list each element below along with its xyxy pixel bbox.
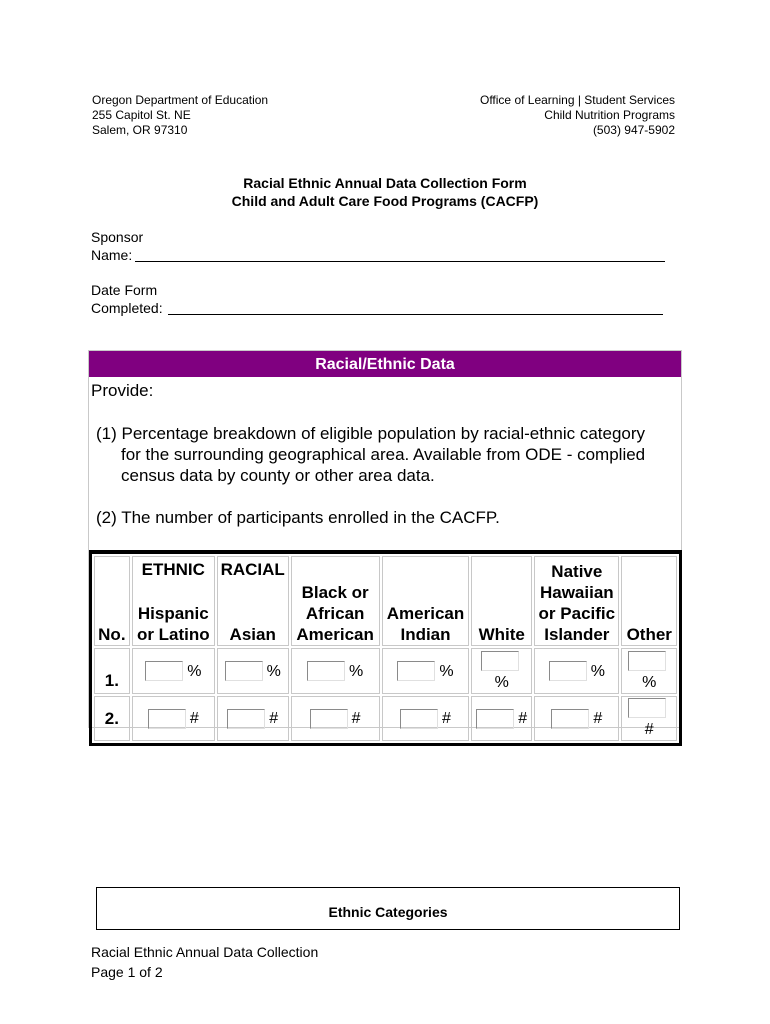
hispanic-percent-input[interactable] xyxy=(145,661,183,681)
hispanic-count-cell: # xyxy=(132,696,215,742)
program-name: Child Nutrition Programs xyxy=(544,108,675,122)
col-native-hawaiian: Native Hawaiian or Pacific Islander xyxy=(534,556,619,646)
row-number: 1. xyxy=(94,648,130,694)
american-indian-percent-cell: % xyxy=(382,648,469,694)
item1-line3: census data by county or other area data. xyxy=(121,466,435,485)
white-percent-cell: % xyxy=(471,648,532,694)
item1-line1: (1) Percentage breakdown of eligible population by racial-ethnic category xyxy=(96,424,646,443)
date-completed-field[interactable] xyxy=(168,314,663,315)
date-label-1: Date Form xyxy=(91,282,158,298)
white-count-input[interactable] xyxy=(476,709,514,729)
phone-number: (503) 947-5902 xyxy=(592,123,675,137)
col-black-african-american: Black or African American xyxy=(291,556,380,646)
hawaiian-count-cell: # xyxy=(534,696,619,742)
item2-text: (2) The number of participants enrolled in the CACFP. xyxy=(96,508,500,527)
asian-count-input[interactable] xyxy=(227,709,265,729)
table-row xyxy=(94,648,677,694)
other-percent-input[interactable] xyxy=(628,651,666,671)
date-label-2: Completed: xyxy=(91,300,163,316)
row-number: 2. xyxy=(94,696,130,742)
footer-title: Racial Ethnic Annual Data Collection xyxy=(91,944,319,960)
form-subtitle: Child and Adult Care Food Programs (CACFP) xyxy=(231,193,539,209)
sponsor-label-1: Sponsor xyxy=(91,229,144,245)
col-white: White xyxy=(471,556,532,646)
other-count-cell: # xyxy=(621,696,677,742)
section-banner: Racial/Ethnic Data xyxy=(89,351,681,377)
office-contact xyxy=(480,93,675,138)
american-indian-count-input[interactable] xyxy=(400,709,438,729)
ethnic-categories-box: Ethnic Categories xyxy=(96,887,680,930)
table-row xyxy=(94,696,677,742)
form-title: Racial Ethnic Annual Data Collection Form xyxy=(243,175,527,191)
agency-street: 255 Capitol St. NE xyxy=(92,108,191,122)
office-name: Office of Learning | Student Services xyxy=(479,93,675,107)
agency-name: Oregon Department of Education xyxy=(92,93,269,107)
sponsor-name-field[interactable] xyxy=(135,261,665,262)
table-header-row xyxy=(94,556,677,646)
black-percent-input[interactable] xyxy=(307,661,345,681)
col-american-indian: American Indian xyxy=(382,556,469,646)
asian-percent-input[interactable] xyxy=(225,661,263,681)
page-number: Page 1 of 2 xyxy=(91,964,163,980)
other-count-input[interactable] xyxy=(628,698,666,718)
other-percent-cell: % xyxy=(621,648,677,694)
ethnic-group-label: ETHNIC xyxy=(141,560,205,579)
black-count-input[interactable] xyxy=(310,709,348,729)
hawaiian-percent-cell: % xyxy=(534,648,619,694)
agency-address xyxy=(92,93,268,138)
col-other: Other xyxy=(621,556,677,646)
racial-group-label: RACIAL xyxy=(220,560,285,579)
black-count-cell: # xyxy=(291,696,380,742)
page-footer xyxy=(91,942,318,982)
data-table xyxy=(89,550,682,746)
asian-count-cell: # xyxy=(217,696,289,742)
hispanic-percent-cell: % xyxy=(132,648,215,694)
no-header: No. xyxy=(94,556,130,646)
item1-line2: for the surrounding geographical area. Available from ODE - complied xyxy=(121,445,646,464)
american-indian-count-cell: # xyxy=(382,696,469,742)
col-hispanic: ETHNIC Hispanic or Latino xyxy=(132,556,215,646)
black-percent-cell: % xyxy=(291,648,380,694)
agency-city: Salem, OR 97310 xyxy=(92,123,188,137)
sponsor-label-2: Name: xyxy=(91,247,133,263)
hispanic-count-input[interactable] xyxy=(148,709,186,729)
col-asian: RACIAL Asian xyxy=(217,556,289,646)
provide-label: Provide: xyxy=(91,381,154,400)
white-percent-input[interactable] xyxy=(481,651,519,671)
hawaiian-count-input[interactable] xyxy=(551,709,589,729)
hawaiian-percent-input[interactable] xyxy=(549,661,587,681)
american-indian-percent-input[interactable] xyxy=(397,661,435,681)
asian-percent-cell: % xyxy=(217,648,289,694)
white-count-cell: # xyxy=(471,696,532,742)
